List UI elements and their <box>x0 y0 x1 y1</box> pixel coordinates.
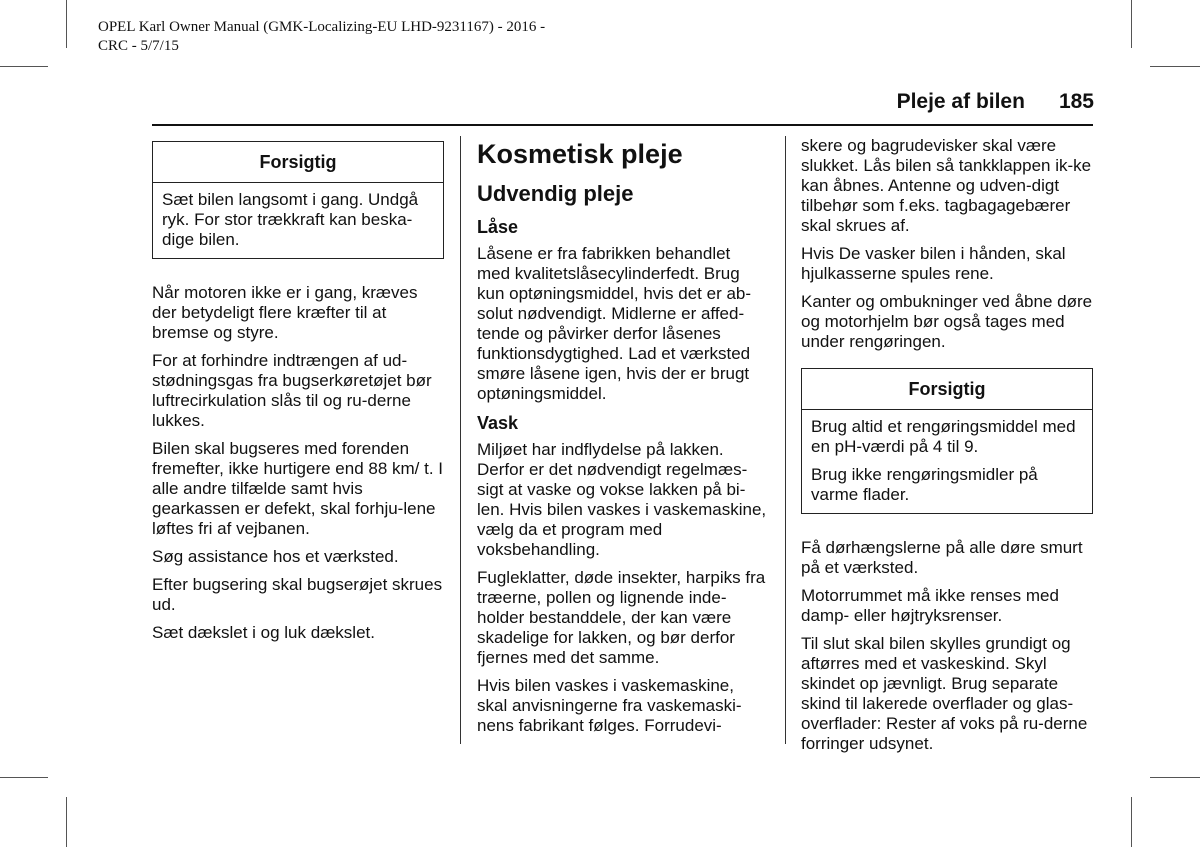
paragraph: Hvis De vasker bilen i hånden, skal hjulkasserne spules rene. <box>801 244 1066 283</box>
running-head <box>700 90 1094 114</box>
paragraph: Få dørhængslerne på alle døre smurt på et værksted. <box>801 538 1083 577</box>
caution-text: Sæt bilen langsomt i gang. Undgå ryk. For stor trækkraft kan beska-dige bilen. <box>162 190 419 249</box>
paragraph: For at forhindre indtrængen af ud-stødningsgas fra bugserkøretøjet bør luftrecirkulation slås til og ru-derne lukkes. <box>152 351 432 430</box>
section-title: Pleje af bilen <box>896 90 1025 113</box>
paragraph: Låsene er fra fabrikken behandlet med kvalitetslåsecylinderfedt. Brug kun optøningsmiddel, hvis det er ab-solut nødvendigt. Midlerne er affed-tende og påvirker derfor låsenes funktionsdygtighed. Lad et værksted smøre låsene igen, hvis der er brugt optøningsmiddel. <box>477 244 752 403</box>
crop-mark-top-left-h <box>0 66 48 67</box>
caution-title: Forsigtig <box>153 142 443 183</box>
paragraph: Efter bugsering skal bugserøjet skrues ud. <box>152 575 443 614</box>
paragraph: skere og bagrudevisker skal være slukket. Lås bilen så tankklappen ik-ke kan åbnes. Antenne og udven-digt tilbehør som f.eks. tagbagagebærer skal skrues af. <box>801 136 1092 235</box>
paragraph: Sæt dækslet i og luk dækslet. <box>152 623 375 642</box>
paragraph: Bilen skal bugseres med forenden fremefter, ikke hurtigere end 88 km/ t. I alle andre tilfælde samt hvis gearkassen er defekt, skal forhju-lene løftes fri af vejbanen. <box>152 439 444 538</box>
subsection-heading-locks: Låse <box>477 217 519 237</box>
caution-box-towing <box>152 141 444 259</box>
crop-mark-top-right <box>1131 0 1132 48</box>
document-header-line-1: OPEL Karl Owner Manual (GMK-Localizing-EU LHD-9231167) - 2016 - <box>98 19 546 35</box>
section-heading: Udvendig pleje <box>477 181 634 206</box>
paragraph: Motorrummet må ikke renses med damp- eller højtryksrenser. <box>801 586 1059 625</box>
crop-mark-bottom-left-h <box>0 777 48 778</box>
caution-box-cleaning <box>801 368 1093 514</box>
paragraph: Fugleklatter, døde insekter, harpiks fra træerne, pollen og lignende inde-holder bestanddele, der kan være skadelige for lakken, og bør derfor fjernes med det samme. <box>477 568 766 667</box>
chapter-title: Kosmetisk pleje <box>477 139 683 169</box>
crop-mark-bottom-left <box>66 797 67 847</box>
paragraph: Hvis bilen vaskes i vaskemaskine, skal anvisningerne fra vaskemaski-nens fabrikant følges. Forrudevi- <box>477 676 742 735</box>
left-column <box>152 141 444 651</box>
column-divider-2 <box>785 136 786 744</box>
crop-mark-top-right-h <box>1150 66 1200 67</box>
crop-mark-top-left <box>66 0 67 48</box>
paragraph: Søg assistance hos et værksted. <box>152 547 399 566</box>
caution-text: Brug ikke rengøringsmidler på varme flader. <box>811 465 1038 504</box>
column-divider-1 <box>460 136 461 744</box>
paragraph: Miljøet har indflydelse på lakken. Derfor er det nødvendigt regelmæs-sigt at vaske og vokse lakken på bi-len. Hvis bilen vaskes i vaskemaskine, vælg da et program med voksbehandling. <box>477 440 767 559</box>
paragraph: Til slut skal bilen skylles grundigt og aftørres med et vaskeskind. Skyl skindet op jævnligt. Brug separate skind til lakerede overflader og glas-overflader: Rester af voks på ru-derne forringer udsynet. <box>801 634 1088 753</box>
crop-mark-bottom-right <box>1131 797 1132 847</box>
caution-text: Brug altid et rengøringsmiddel med en pH-værdi på 4 til 9. <box>811 417 1076 456</box>
paragraph: Når motoren ikke er i gang, kræves der betydeligt flere kræfter til at bremse og styre. <box>152 283 418 342</box>
header-rule <box>152 124 1093 126</box>
crop-mark-bottom-right-h <box>1150 777 1200 778</box>
document-header-line-2: CRC - 5/7/15 <box>98 38 179 54</box>
paragraph: Kanter og ombukninger ved åbne døre og motorhjelm bør også tages med under rengøringen. <box>801 292 1093 351</box>
document-header <box>98 18 638 56</box>
middle-column <box>477 136 767 744</box>
caution-title: Forsigtig <box>802 369 1092 410</box>
right-column <box>801 136 1093 762</box>
page-number: 185 <box>1058 90 1094 113</box>
subsection-heading-wash: Vask <box>477 413 519 433</box>
